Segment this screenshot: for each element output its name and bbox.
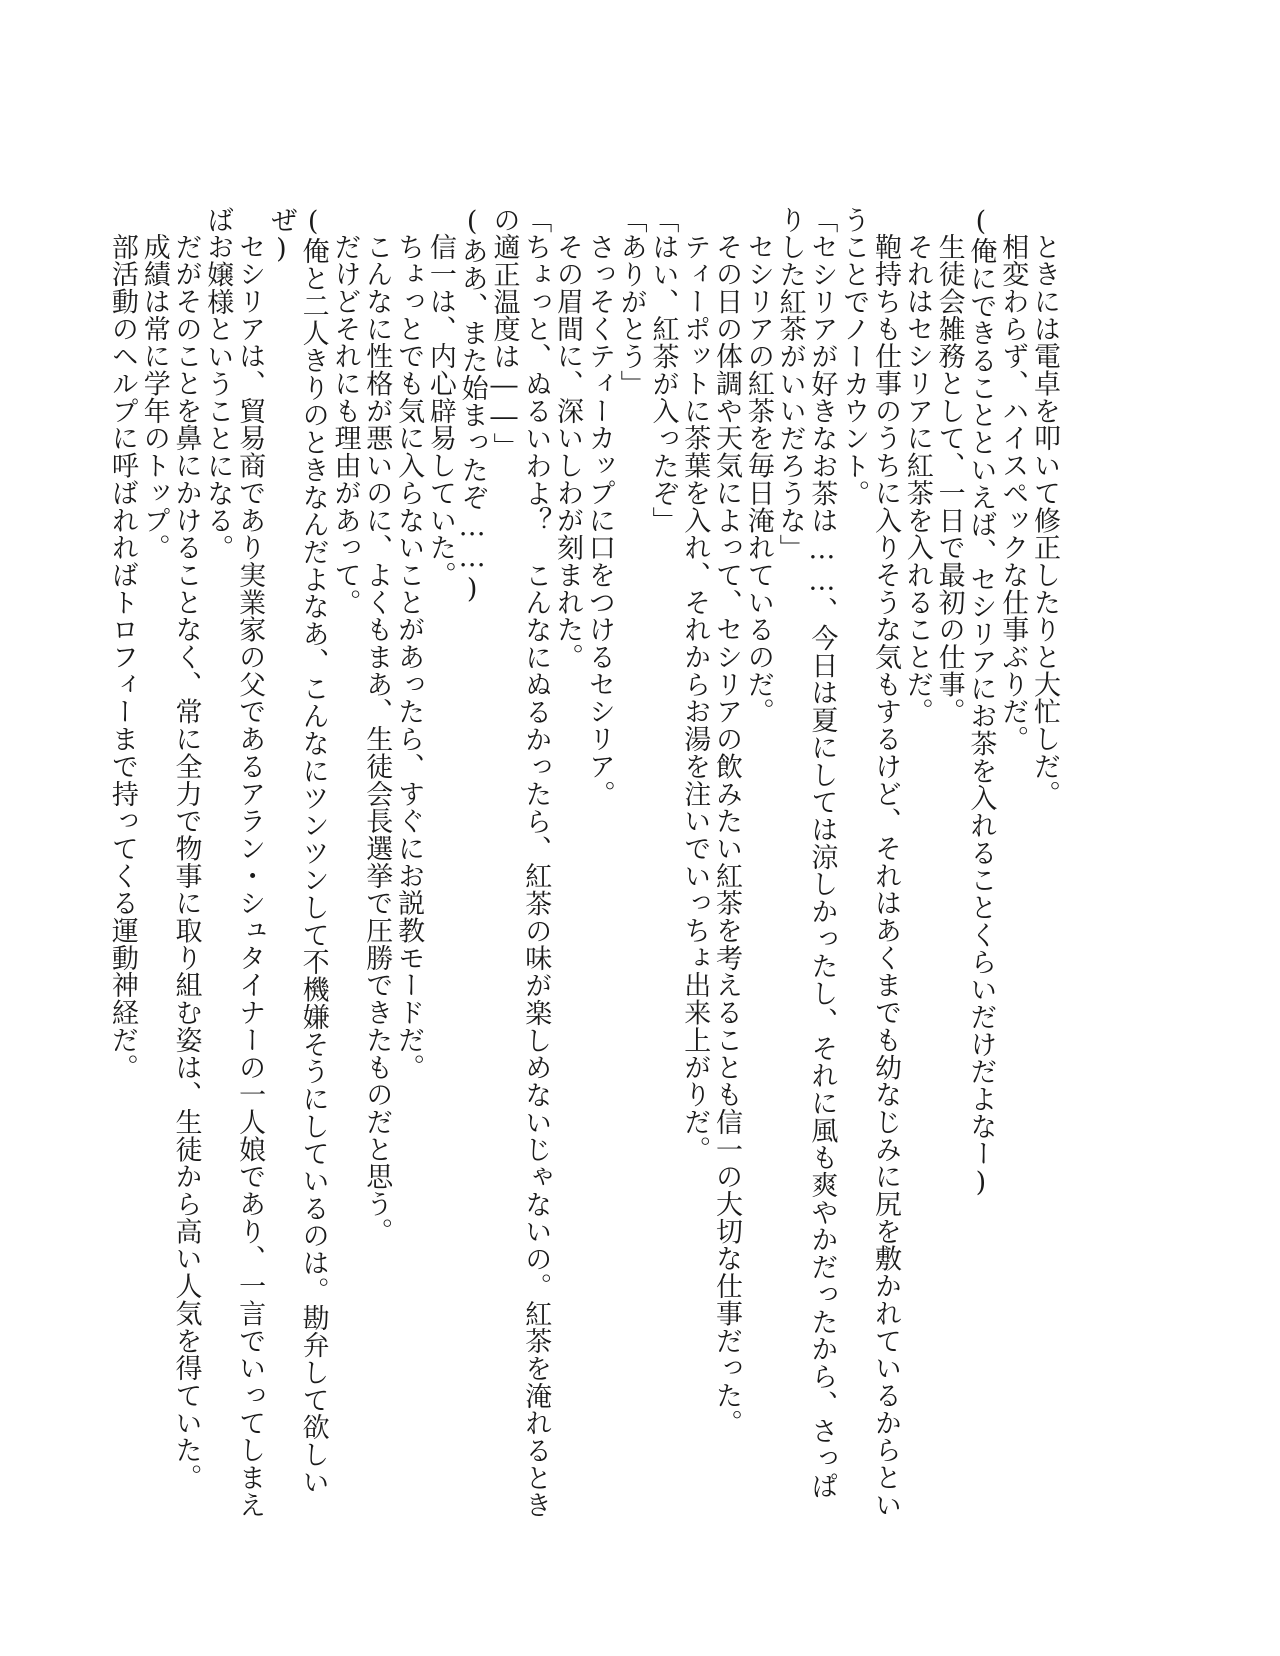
paragraph: 部活動のヘルプに呼ばれればトロフィーまで持ってくる運動神経だ。 bbox=[106, 233, 138, 1081]
paragraph: 相変わらず、ハイスペックな仕事ぶりだ。 bbox=[997, 233, 1029, 753]
paragraph: (俺と二人きりのときなんだよなあ、こんなにツンツンして不機嫌そうにしているのは。勘弁して欲しいぜ) bbox=[265, 206, 329, 1496]
paragraph: 成績は常に学年のトップ。 bbox=[138, 233, 170, 562]
paragraph: 信一は、内心辟易していた。 bbox=[424, 233, 456, 589]
paragraph: さっそくティーカップに口をつけるセシリア。 bbox=[583, 233, 615, 808]
paragraph: 「ちょっと、ぬるいわよ？ こんなにぬるかったら、紅茶の味が楽しめないじゃないの。紅茶を淹れるときの適正温度は――」 bbox=[488, 206, 552, 1519]
paragraph: ときには電卓を叩いて修正したりと大忙しだ。 bbox=[1029, 233, 1060, 808]
paragraph: その眉間に、深いしわが刻まれた。 bbox=[552, 233, 584, 671]
paragraph: 鞄持ちも仕事のうちに入りそうな気もするけど、それはあくまでも幼なじみに尻を敷かれているからということでノーカウント。 bbox=[838, 206, 902, 1519]
paragraph: ちょっとでも気に入らないことがあったら、すぐにお説教モードだ。 bbox=[393, 233, 425, 1081]
paragraph: それはセシリアに紅茶を入れることだ。 bbox=[901, 233, 933, 726]
paragraph: セシリアは、貿易商であり実業家の父であるアラン・シュタイナーの一人娘であり、一言でいってしまえばお嬢様ということになる。 bbox=[202, 206, 266, 1519]
paragraph: ティーポットに茶葉を入れ、それからお湯を注いでいっちょ出来上がりだ。 bbox=[679, 233, 711, 1163]
paragraph: だがそのことを鼻にかけることなく、常に全力で物事に取り組む姿は、生徒から高い人気を得ていた。 bbox=[170, 233, 202, 1492]
paragraph: (ああ、また始まったぞ……) bbox=[456, 206, 488, 605]
paragraph: 「セシリアが好きなお茶は……、今日は夏にしては涼しかったし、それに風も爽やかだったから、さっぱりした紅茶がいいだろうな」 bbox=[774, 206, 838, 1500]
paragraph: 「はい、紅茶が入ったぞ」 bbox=[647, 206, 679, 535]
paragraph: 「ありがとう」 bbox=[615, 206, 647, 398]
paragraph: セシリアの紅茶を毎日淹れているのだ。 bbox=[742, 233, 774, 726]
paragraph: その日の体調や天気によって、セシリアの飲みたい紅茶を考えることも信一の大切な仕事だった。 bbox=[711, 233, 743, 1437]
paragraph: 生徒会雑務として、一日で最初の仕事。 bbox=[933, 233, 965, 726]
paragraph: こんなに性格が悪いのに、よくもまあ、生徒会長選挙で圧勝できたものだと思う。 bbox=[361, 233, 393, 1245]
paragraph: だけどそれにも理由があって。 bbox=[329, 233, 361, 616]
vertical-text-body bbox=[106, 206, 1060, 1526]
paragraph: (俺にできることといえば、セシリアにお茶を入れることくらいだけだよなー) bbox=[965, 206, 997, 1199]
